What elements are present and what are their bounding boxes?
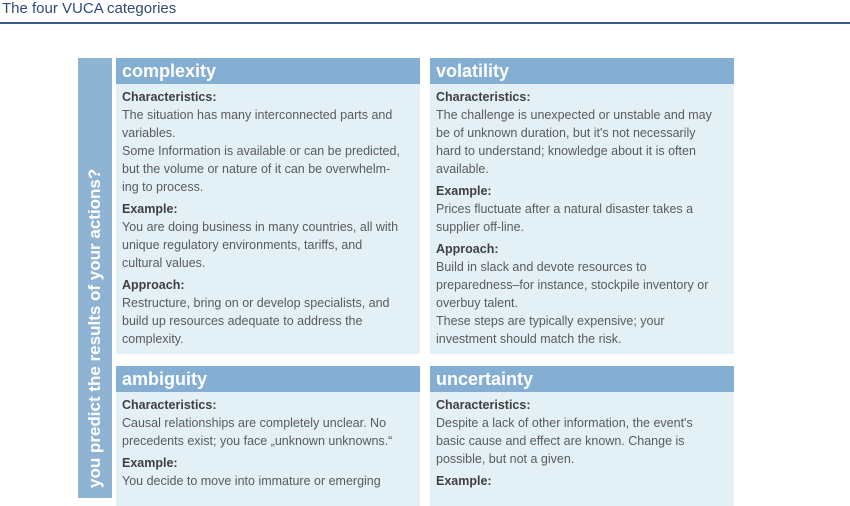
characteristics-line: Some Information is available or can be predicted, <box>122 144 400 158</box>
characteristics-label: Characteristics: <box>436 90 531 104</box>
approach-line: Build in slack and devote resources to <box>436 260 647 274</box>
card-title: ambiguity <box>116 366 420 392</box>
page-title: The four VUCA categories <box>2 0 177 17</box>
characteristics-line: Causal relationships are completely unclear. No <box>122 416 387 430</box>
example-line: supplier off-line. <box>436 220 525 234</box>
example-label: Example: <box>436 184 492 198</box>
side-label-text: you predict the results of your actions? <box>85 168 104 488</box>
characteristics-line: Despite a lack of other information, the event's <box>436 416 693 430</box>
example-line: Prices fluctuate after a natural disaster takes a <box>436 202 694 216</box>
approach-line: These steps are typically expensive; your <box>436 314 665 328</box>
card-volatility <box>430 58 734 354</box>
approach-line: overbuy talent. <box>436 296 518 310</box>
characteristics-line: The challenge is unexpected or unstable and may <box>436 108 712 122</box>
card-complexity <box>116 58 420 354</box>
approach-label: Approach: <box>122 278 185 292</box>
example-label: Example: <box>436 474 492 488</box>
example-line: unique regulatory environments, tariffs, and <box>122 238 363 252</box>
characteristics-line: hard to understand; knowledge about it is often <box>436 144 696 158</box>
approach-line: Restructure, bring on or develop specialists, and <box>122 296 390 310</box>
characteristics-label: Characteristics: <box>122 90 217 104</box>
approach-line: complexity. <box>122 332 184 346</box>
characteristics-line: basic cause and effect are known. Change is <box>436 434 685 448</box>
approach-label: Approach: <box>436 242 499 256</box>
characteristics-line: The situation has many interconnected parts and <box>122 108 393 122</box>
characteristics-line: but the volume or nature of it can be overwhelm- <box>122 162 391 176</box>
example-line: You decide to move into immature or emerging <box>122 474 381 488</box>
characteristics-label: Characteristics: <box>122 398 217 412</box>
characteristics-line: ing to process. <box>122 180 204 194</box>
example-label: Example: <box>122 456 178 470</box>
card-title: uncertainty <box>430 366 734 392</box>
card-title: volatility <box>430 58 734 84</box>
card-title: complexity <box>116 58 420 84</box>
example-line: You are doing business in many countries, all with <box>122 220 399 234</box>
characteristics-line: possible, but not a given. <box>436 452 575 466</box>
example-label: Example: <box>122 202 178 216</box>
approach-line: preparedness–for instance, stockpile inventory or <box>436 278 709 292</box>
characteristics-line: variables. <box>122 126 176 140</box>
card-uncertainty <box>430 366 734 506</box>
characteristics-label: Characteristics: <box>436 398 531 412</box>
card-ambiguity <box>116 366 420 506</box>
approach-line: build up resources adequate to address the <box>122 314 363 328</box>
characteristics-line: precedents exist; you face „unknown unknowns.“ <box>122 434 393 448</box>
approach-line: investment should match the risk. <box>436 332 622 346</box>
example-line: cultural values. <box>122 256 206 270</box>
characteristics-line: be of unknown duration, but it's not necessarily <box>436 126 696 140</box>
characteristics-line: available. <box>436 162 489 176</box>
title-divider <box>0 22 850 24</box>
